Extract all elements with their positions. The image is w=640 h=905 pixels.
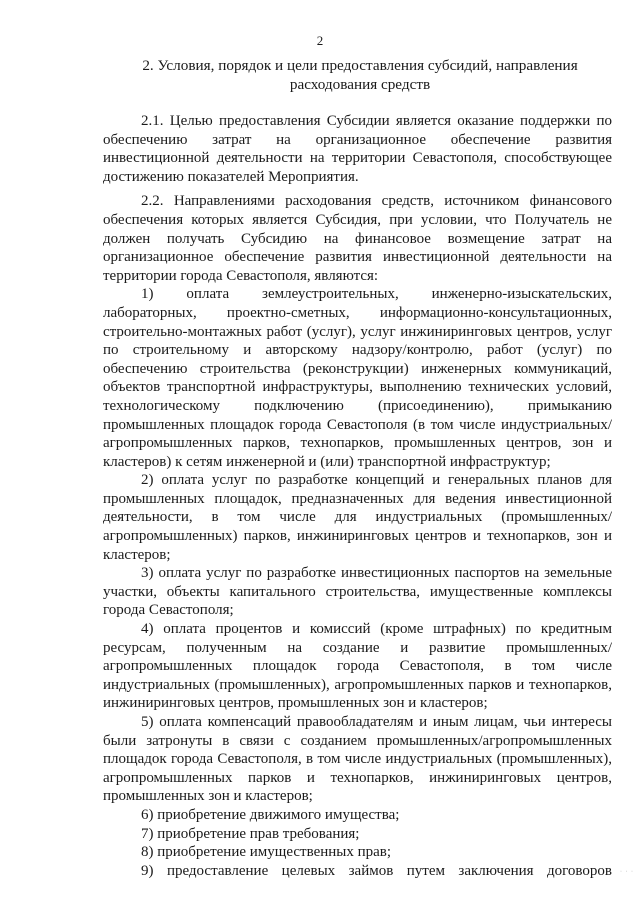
paragraph-2-2: 2.2. Направлениями расходования средств, источником финансового обеспечения которых является Субсидия, при условии, что Получатель не должен получать Субсидию на финансовое возмещение затрат на организационное обеспечение развития инвестиционной деятельности на территории города Севастополя, являются: (103, 193, 612, 284)
document-body (103, 112, 612, 880)
list-item-4: 4) оплата процентов и комиссий (кроме штрафных) по кредитным ресурсам, полученным на создание и развитие промышленных/агропромышленных площадок города Севастополя, в том числе индустриальных (промышленных), агропромышленных парков и технопарков, инжиниринговых центров, промышленных зон и кластеров; (103, 621, 612, 712)
list-item-1: 1) оплата землеустроительных, инженерно-изыскательских, лабораторных, проектно-сметных, информационно-консультационных, строительно-монтажных работ (услуг), услуг инжиниринговых центров, услуг по строительному и авторскому надзору/контролю, работ (услуг) по обеспечению строительства (реконструкции) инженерных коммуникаций, объектов транспортной инфраструктуры, выполнению технических условий, технологическому подключению (присоединению), примыканию промышленных площадок города Севастополя (в том числе индустриальных/агропромышленных парков, технопарков, промышленных центров, зон и кластеров) к сетям инженерной и (или) транспортной инфраструктур; (103, 286, 612, 470)
list-item-5: 5) оплата компенсаций правообладателям и иным лицам, чьи интересы были затронуты в связи с созданием промышленных/агропромышленных площадок города Севастополя, в том числе индустриальных (промышленных), агропромышленных парков и технопарков, инжиниринговых центров, промышленных зон и кластеров; (103, 714, 612, 805)
list-item-3: 3) оплата услуг по разработке инвестиционных паспортов на земельные участки, объекты капитального строительства, имущественные комплексы города Севастополя; (103, 565, 612, 619)
section-title: 2. Условия, порядок и цели предоставления субсидий, направления расходования средств (142, 57, 578, 93)
list-item-8: 8) приобретение имущественных прав; (141, 844, 392, 861)
paragraph-2-1: 2.1. Целью предоставления Субсидии является оказание поддержки по обеспечению затрат на организационное обеспечение развития инвестиционной деятельности на территории Севастополя, способствующее достижению показателей Мероприятия. (103, 113, 612, 185)
scan-artifact: · · · (620, 869, 634, 875)
list-item-7: 7) приобретение прав требования; (141, 825, 360, 842)
list-item-9: 9) предоставление целевых займов путем заключения договоров (141, 862, 612, 879)
list-item-2: 2) оплата услуг по разработке концепций и генеральных планов для промышленных площадок, предназначенных для ведения инвестиционной деятельности, в том числе для индустриальных (промышленных/агропромышленных) парков, инжиниринговых центров и технопарков, зон и кластеров; (103, 472, 612, 563)
list-item-6: 6) приобретение движимого имущества; (141, 806, 400, 823)
page-number: 2 (316, 33, 324, 48)
